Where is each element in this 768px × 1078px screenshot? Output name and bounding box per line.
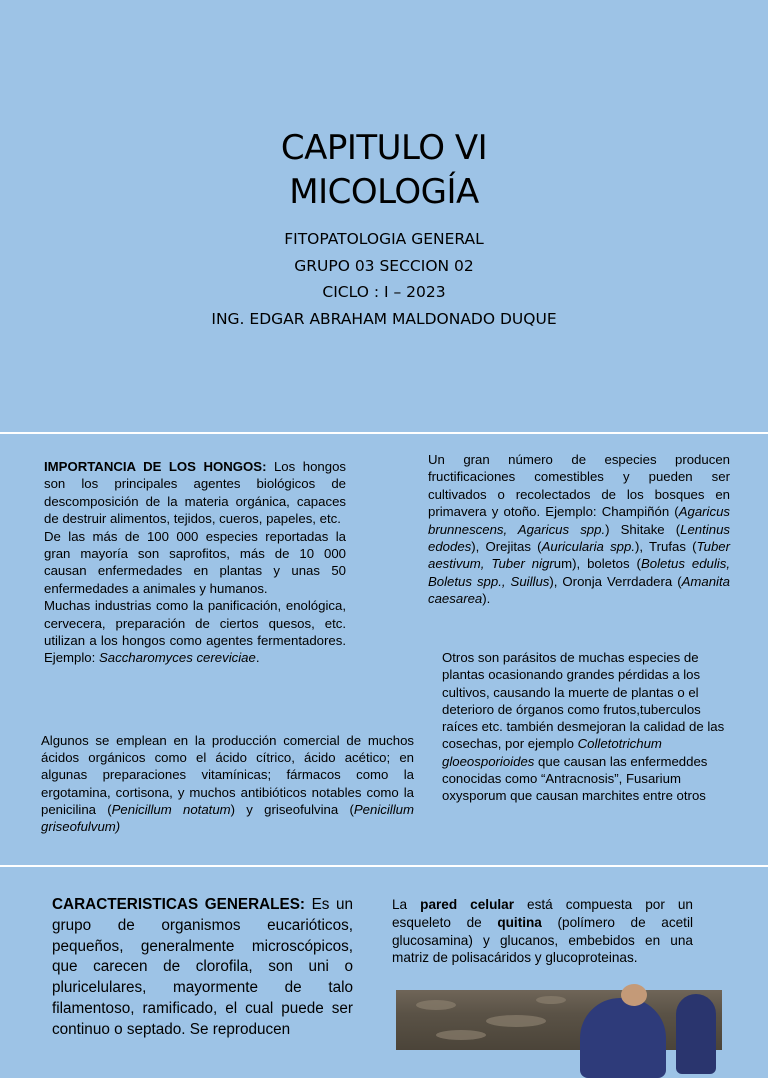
subtitle-instructor: ING. EDGAR ABRAHAM MALDONADO DUQUE [211,309,557,328]
ungran-i1: Agaricus brunnescens, Agaricus spp. [428,504,730,537]
algunos-t1: Algunos se emplean en la producción comercial de muchos ácidos orgánicos como el ácido cítrico, ácido acético; en algunas preparaciones vitamínicas; fármacos como la ergotamina, cortisona, y muchos antibióticos notables como la penicilina ( [41,733,414,817]
person-head [621,984,647,1006]
algunos-t2: ) y griseofulvina ( [230,801,354,817]
ungran-t3: ), Orejitas ( [471,539,542,555]
algunos-text-block [41,732,414,835]
importancia-p1: Los hongos son los principales agentes biológicos de descomposición de la materia orgánica, capaces de destruir alimentos, tejidos, cueros, papeles, etc. [44,459,346,527]
algunos-i2: Penicillum griseofulvum) [41,801,414,835]
field-photo [396,990,722,1050]
importancia-text-block [44,458,346,667]
pared-b1: pared celular [420,897,514,912]
slide-subtitle [0,226,768,332]
importancia-heading: IMPORTANCIA DE LOS HONGOS: [44,459,267,474]
ungran-i3: Auricularia spp. [541,539,636,555]
ungran-t5: um), boletos ( [553,556,641,572]
characteristics-heading: CARACTERISTICAS GENERALES: [52,896,306,913]
algunos-i1: Penicillum notatum [111,801,231,817]
subtitle-course: FITOPATOLOGIA GENERAL [284,230,484,248]
pared-t3: (polímero de acetil glucosamina) y glucanos, embebidos en una matriz de polisacáridos y glucoproteinas. [392,914,693,966]
otros-t2: que causan las enfermeddes conocidas como “Antracnosis”, Fusarium oxysporum que causan marchites entre otros [442,753,708,804]
edible-fungi-text-block [428,451,730,608]
importancia-p3-end: . [255,650,260,666]
otros-t1: Otros son parásitos de muchas especies de plantas ocasionando grandes pérdidas a los cultivos, causando la muerte de plantas o el deterioro de órganos como frutos,tuberculos raíces etc. también desmejoran la calidad de las cosechas, por ejemplo [442,650,725,752]
person-figure-2 [676,994,716,1074]
cell-wall-text-block [392,896,693,967]
ungran-t6: ), Oronja Verrdadera ( [549,573,682,589]
slide-title [0,126,768,214]
person-figure [580,998,666,1078]
characteristics-text-block [52,895,353,1041]
characteristics-slide [0,867,768,1038]
importance-slide [0,434,768,865]
ungran-t2: ) Shitake ( [605,521,681,537]
parasites-text-block [442,649,732,805]
ungran-t4: ), Trufas ( [635,539,697,555]
ungran-i2: Lentinus edodes [428,521,730,555]
otros-i1: Colletotrichum gloeosporioides [442,736,662,769]
subtitle-group: GRUPO 03 SECCION 02 [294,256,474,275]
importancia-p2: De las más de 100 000 especies reportadas la gran mayoría son saprofitos, más de 10 000 causan enfermedades en plantas y unas 50 enfermedades a animales y humanos. [44,528,346,596]
title-line-2: MICOLOGÍA [289,172,479,212]
title-line-1: CAPITULO VI [280,128,488,168]
importancia-species: Saccharomyces cereviciae [98,650,256,666]
ungran-t7: ). [482,591,491,607]
ungran-t1: Un gran número de especies producen fructificaciones comestibles y pueden ser cultivados o recolectados de los bosques en primavera y otoño. Ejemplo: Champiñón ( [428,452,730,520]
pared-b2: quitina [497,914,542,930]
ungran-i5: Boletus edulis, Boletus spp., Suillus [428,556,730,589]
characteristics-text: Es un grupo de organismos eucarióticos, pequeños, generalmente microscópicos, que carecen de clorofila, son uni o pluricelulares, mayormente de talo filamentoso, ramificado, el cual puede ser continuo o septado. Se reproducen [52,896,353,1038]
importancia-p3: Muchas industrias como la panificación, enológica, cervecera, preparación de ciertos quesos, etc. utilizan a los hongos como agentes fermentadores. Ejemplo: [44,598,346,666]
ungran-i4: Tuber aestivum, Tuber nigr [428,539,731,572]
pared-t2: está compuesta por un esqueleto de [392,897,693,930]
ungran-i6: Amanita caesarea [428,573,730,607]
pared-t1: La [392,897,421,912]
subtitle-cycle: CICLO : I – 2023 [322,283,446,301]
title-slide [0,0,768,432]
